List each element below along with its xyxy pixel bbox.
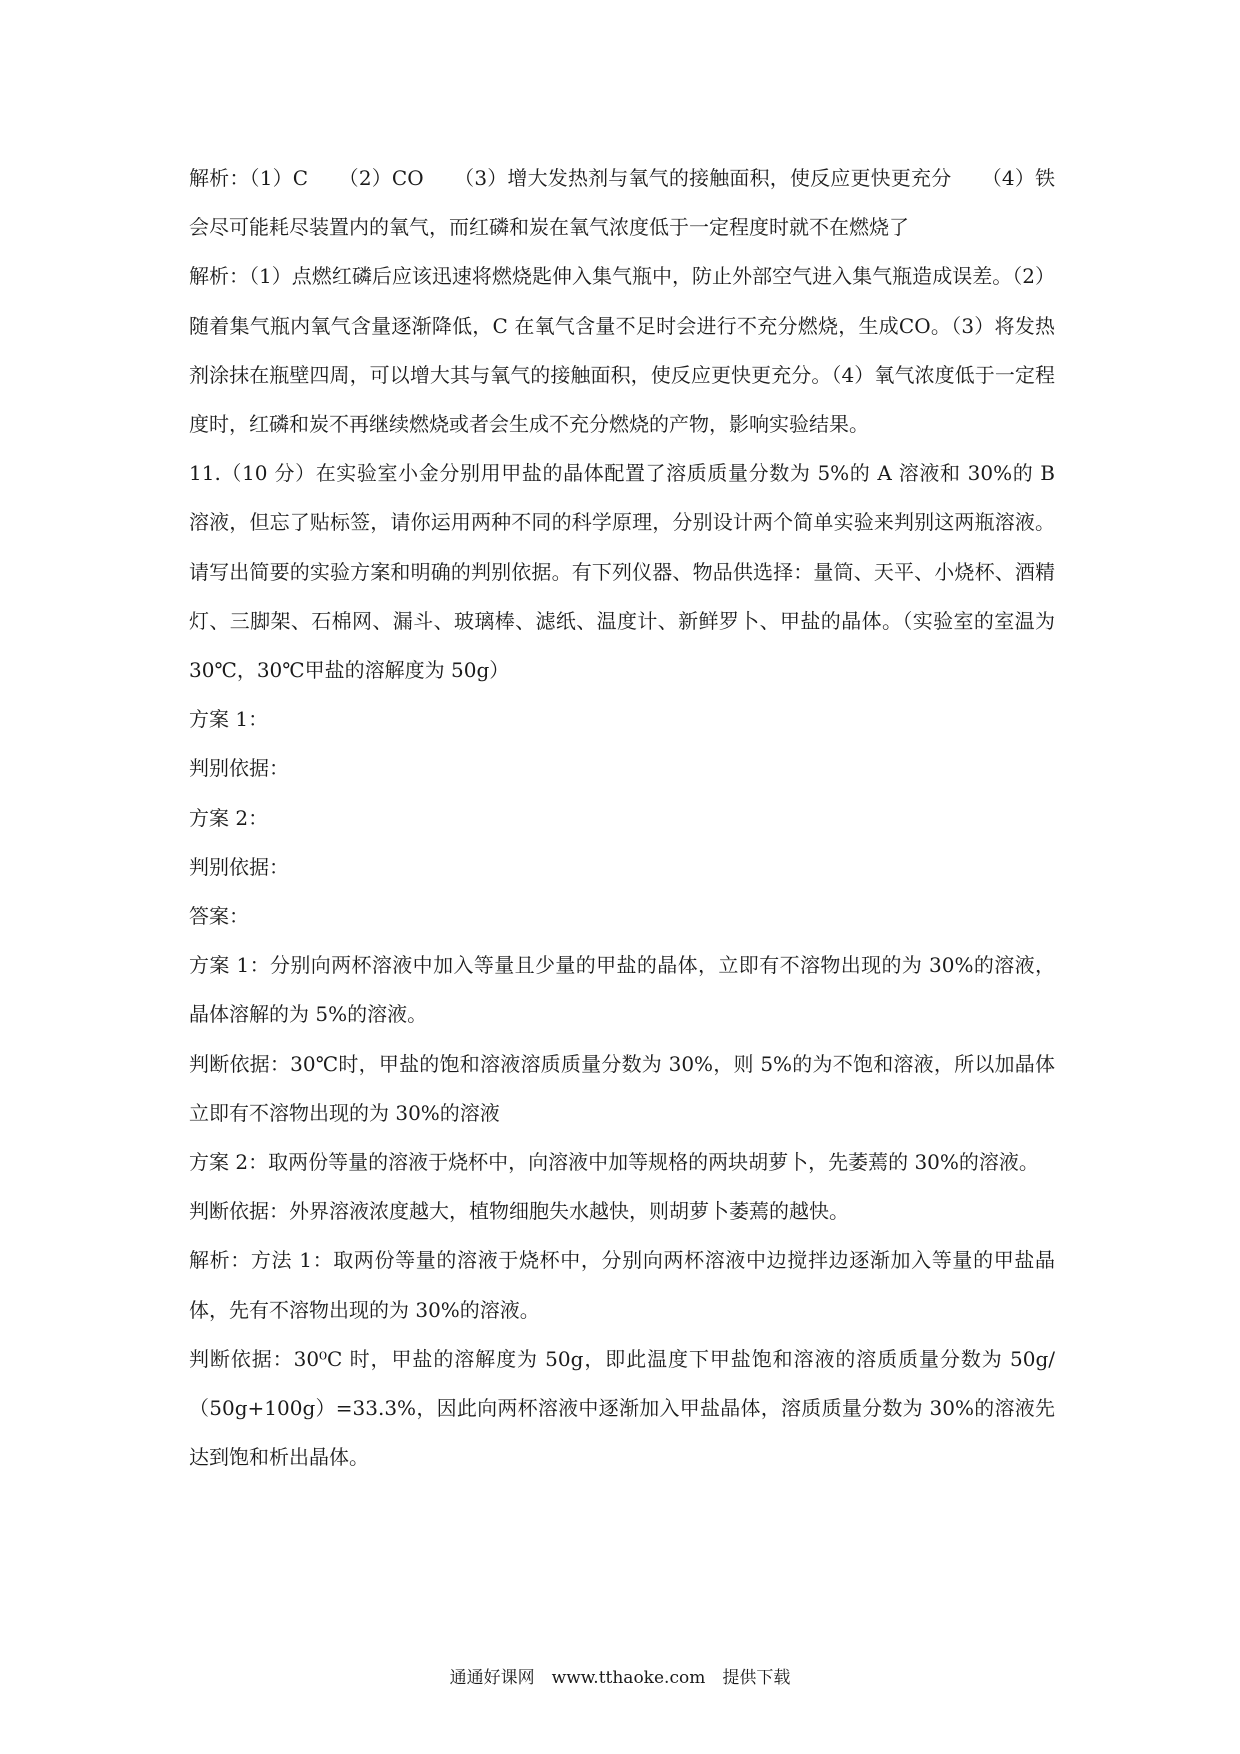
analysis-answer-paragraph: 解析：（1）C （2）CO （3）增大发热剂与氧气的接触面积，使反应更快更充分 （4）铁会尽可能耗尽装置内的氧气，而红磷和炭在氧气浓度低于一定程度时就不在燃烧了 — [189, 166, 1055, 240]
analysis-method-1: 解析：方法 1：取两份等量的溶液于烧杯中，分别向两杯溶液中边搅拌边逐渐加入等量的甲盐晶体，先有不溶物出现的为 30%的溶液。 — [189, 1248, 1055, 1322]
answer-heading: 答案： — [189, 904, 249, 929]
criterion-1-label: 判别依据： — [189, 756, 289, 781]
answer-plan-2: 方案 2：取两份等量的溶液于烧杯中，向溶液中加等规格的两块胡萝卜，先萎蔫的 30%的溶液。 — [189, 1150, 1039, 1175]
page-footer: 通通好课网 www.tthaoke.com 提供下载 — [449, 1668, 791, 1688]
document-body — [189, 154, 1055, 1482]
answer-criterion-2: 判断依据：外界溶液浓度越大，植物细胞失水越快，则胡萝卜萎蔫的越快。 — [189, 1199, 849, 1224]
answer-criterion-1: 判断依据：30℃时，甲盐的饱和溶液溶质质量分数为 30%，则 5%的为不饱和溶液，所以加晶体立即有不溶物出现的为 30%的溶液 — [189, 1051, 1055, 1125]
analysis-explanation-paragraph: 解析：（1）点燃红磷后应该迅速将燃烧匙伸入集气瓶中，防止外部空气进入集气瓶造成误差。（2）随着集气瓶内氧气含量逐渐降低，C 在氧气含量不足时会进行不充分燃烧，生成CO。（3）将发热剂涂抹在瓶壁四周，可以增大其与氧气的接触面积，使反应更快更充分。（4）氧气浓度低于一定程度时，红磷和炭不再继续燃烧或者会生成不充分燃烧的产物，影响实验结果。 — [189, 264, 1055, 437]
question-11-paragraph: 11.（10 分）在实验室小金分别用甲盐的晶体配置了溶质质量分数为 5%的 A 溶液和 30%的 B 溶液，但忘了贴标签，请你运用两种不同的科学原理，分别设计两个简单实验来判别这两瓶溶液。请写出简要的实验方案和明确的判别依据。有下列仪器、物品供选择：量筒、天平、小烧杯、酒精灯、三脚架、石棉网、漏斗、玻璃棒、滤纸、温度计、新鲜罗卜、甲盐的晶体。（实验室的室温为 30℃，30℃甲盐的溶解度为 50g） — [189, 461, 1055, 683]
plan-2-label: 方案 2： — [189, 805, 269, 830]
answer-plan-1: 方案 1：分别向两杯溶液中加入等量且少量的甲盐的晶体，立即有不溶物出现的为 30%的溶液，晶体溶解的为 5%的溶液。 — [189, 953, 1055, 1027]
analysis-criterion: 判断依据：30⁰C 时，甲盐的溶解度为 50g，即此温度下甲盐饱和溶液的溶质质量分数为 50g/（50g+100g）=33.3%，因此向两杯溶液中逐渐加入甲盐晶体，溶质质量分数为 30%的溶液先达到饱和析出晶体。 — [189, 1346, 1055, 1470]
plan-1-label: 方案 1： — [189, 707, 269, 732]
criterion-2-label: 判别依据： — [189, 854, 289, 879]
